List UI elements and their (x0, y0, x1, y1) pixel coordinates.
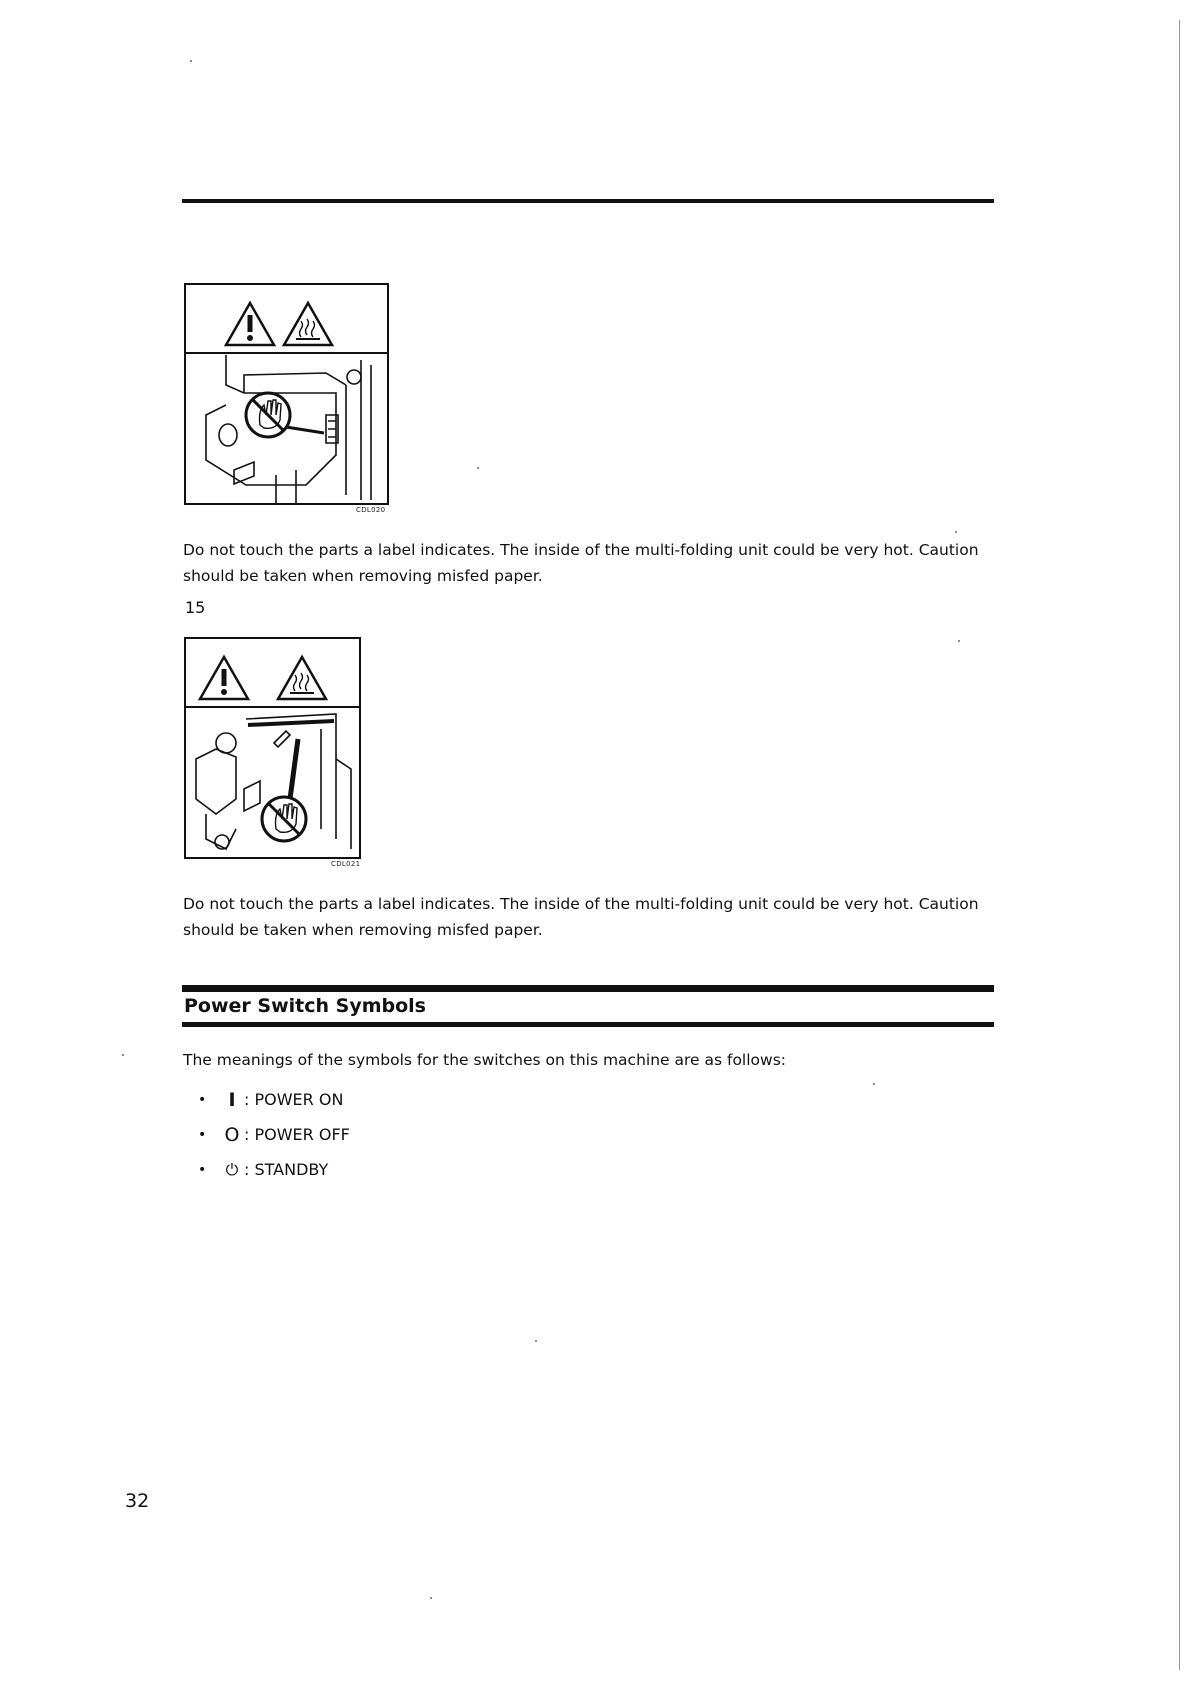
section-intro: The meanings of the symbols for the switches on this machine are as follows: (183, 1051, 787, 1069)
no-touch-icon (246, 393, 290, 437)
figure-code-2: CDL021 (331, 860, 361, 868)
power-on-symbol: I (228, 1088, 236, 1111)
list-item-standby (198, 1152, 350, 1187)
scan-speck (958, 640, 960, 642)
power-on-label: : POWER ON (244, 1090, 344, 1109)
power-off-symbol: O (224, 1123, 240, 1146)
figure-2-caption: Do not touch the parts a label indicates. The inside of the multi-folding unit could be very hot. Caution should be taken when removing misfed paper. (183, 895, 979, 939)
caution-icon (200, 657, 248, 699)
section-heading: Power Switch Symbols (184, 995, 426, 1017)
standby-symbol: ⏻ (225, 1159, 239, 1179)
power-off-label: : POWER OFF (244, 1125, 350, 1144)
list-item-power-on (198, 1082, 350, 1117)
bullet: • (198, 1091, 207, 1108)
hot-surface-icon (278, 657, 326, 699)
scan-speck (477, 467, 479, 469)
scan-speck (430, 1597, 432, 1599)
header-rule (182, 199, 994, 203)
figure-1-caption: Do not touch the parts a label indicates. The inside of the multi-folding unit could be very hot. Caution should be taken when removing misfed paper. (183, 541, 979, 585)
page-edge-line (1179, 20, 1180, 1670)
caution-icon (226, 303, 274, 345)
warning-label-figure-2 (184, 637, 361, 859)
no-touch-icon (262, 797, 306, 841)
warning-label-figure-1 (184, 283, 389, 505)
bullet: • (198, 1126, 207, 1143)
standby-label: : STANDBY (244, 1160, 329, 1179)
scan-speck (122, 1054, 124, 1056)
list-item-power-off (198, 1117, 350, 1152)
section-rule-top (182, 985, 994, 992)
scan-speck (955, 531, 957, 533)
hot-parts-illustration-1 (186, 285, 387, 503)
figure-code-1: CDL020 (356, 506, 386, 514)
section-rule-bottom (182, 1022, 994, 1027)
bullet: • (198, 1161, 207, 1178)
hot-surface-icon (284, 303, 332, 345)
scan-speck (873, 1083, 875, 1085)
power-symbol-list (198, 1082, 350, 1187)
scan-speck (190, 60, 192, 62)
page-number: 32 (125, 1490, 150, 1512)
hot-parts-illustration-2 (186, 639, 359, 857)
scan-speck (535, 1340, 537, 1342)
item-number: 15 (185, 598, 206, 617)
